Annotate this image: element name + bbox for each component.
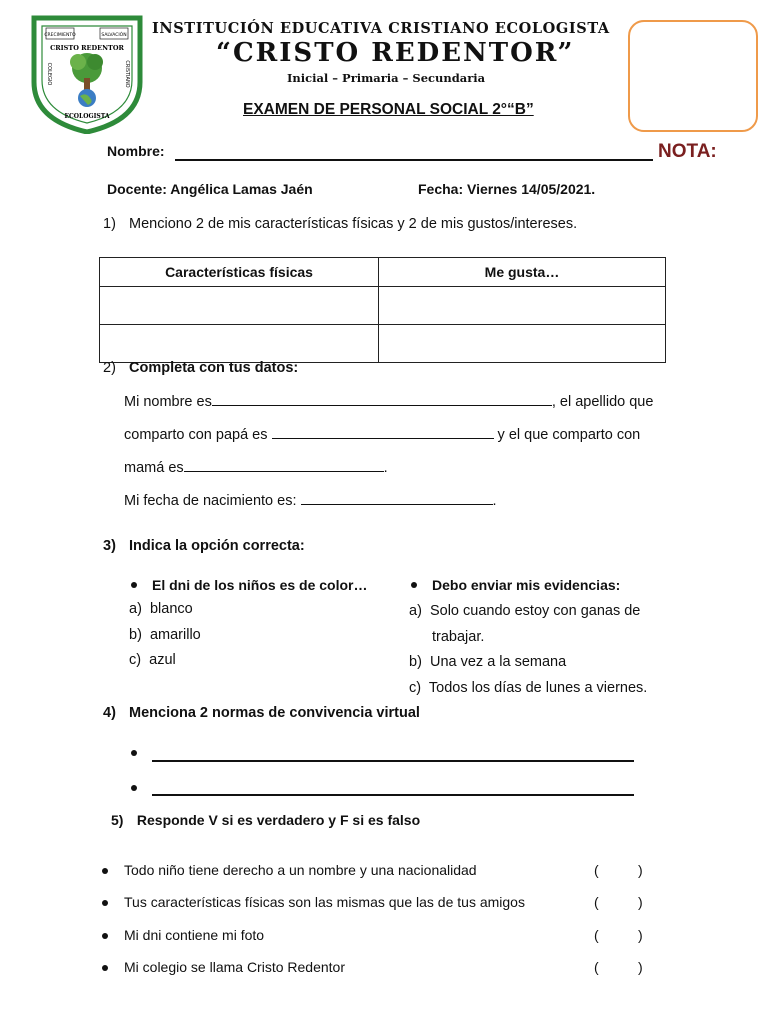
bullet-icon — [102, 900, 108, 906]
question-4 — [103, 705, 420, 721]
option-letter: a) — [129, 601, 142, 617]
option-letter: b) — [409, 654, 422, 670]
answer-paren-open[interactable]: ( — [594, 862, 599, 878]
logo-ribbon-left: CRECIMIENTO — [44, 33, 76, 38]
table-row — [100, 325, 666, 363]
tf-statement: Todo niño tiene derecho a un nombre y una nacionalidad — [124, 862, 477, 878]
bullet-icon — [102, 933, 108, 939]
bullet-icon — [102, 868, 108, 874]
table-cell[interactable] — [100, 287, 379, 325]
answer-paren-close[interactable]: ) — [638, 894, 643, 910]
table-cell[interactable] — [100, 325, 379, 363]
answer-paren-close[interactable]: ) — [638, 927, 643, 943]
tf-statement: Mi colegio se llama Cristo Redentor — [124, 959, 345, 975]
question-3 — [103, 538, 305, 554]
q3-right-option-b[interactable] — [409, 654, 566, 670]
answer-paren-close[interactable]: ) — [638, 862, 643, 878]
question-5 — [111, 812, 420, 828]
logo-text-top: CRISTO REDENTOR — [50, 44, 124, 52]
question-4-title: Menciona 2 normas de convivencia virtual — [129, 705, 420, 721]
table-header-likes: Me gusta… — [379, 258, 666, 287]
q2-father-surname-blank[interactable] — [272, 438, 494, 439]
option-text: azul — [149, 652, 176, 668]
option-text: blanco — [149, 601, 193, 617]
q3-right-option-a[interactable] — [409, 603, 640, 619]
question-3-number: 3) — [103, 538, 116, 554]
teacher-name: Docente: Angélica Lamas Jaén — [107, 181, 313, 197]
option-text: Todos los días de lunes a viernes. — [428, 680, 648, 696]
logo-text-right: CRISTIANO — [124, 60, 130, 88]
bullet-icon — [131, 750, 137, 756]
bullet-icon — [131, 785, 137, 791]
option-letter: a) — [409, 603, 422, 619]
true-false-item — [102, 894, 662, 914]
q2-line-3-text-end: . — [383, 460, 388, 476]
school-name: INSTITUCIÓN EDUCATIVA CRISTIANO ECOLOGISTA — [152, 20, 610, 37]
name-line[interactable] — [175, 159, 653, 161]
bullet-icon — [411, 582, 417, 588]
exam-date: Fecha: Viernes 14/05/2021. — [418, 181, 596, 197]
nota-label: NOTA: — [658, 141, 717, 162]
option-text: amarillo — [149, 627, 201, 643]
table-row — [100, 287, 666, 325]
exam-title: EXAMEN DE PERSONAL SOCIAL 2°“B” — [243, 101, 534, 118]
question-5-number: 5) — [111, 812, 124, 828]
option-letter: b) — [129, 627, 142, 643]
option-text: Una vez a la semana — [429, 654, 567, 670]
true-false-item — [102, 959, 662, 979]
true-false-item — [102, 862, 662, 882]
q2-name-blank[interactable] — [212, 405, 552, 406]
answer-paren-open[interactable]: ( — [594, 959, 599, 975]
option-text: Solo cuando estoy con ganas de — [429, 603, 641, 619]
tf-statement: Tus características físicas son las mismas que las de tus amigos — [124, 894, 525, 910]
answer-paren-open[interactable]: ( — [594, 894, 599, 910]
answer-paren-open[interactable]: ( — [594, 927, 599, 943]
name-row — [107, 143, 727, 167]
logo-text-left: COLEGIO — [46, 62, 52, 86]
q2-line-2-text-end: y el que comparto con — [497, 427, 641, 443]
table-cell[interactable] — [379, 325, 666, 363]
question-1 — [103, 216, 577, 232]
q2-line-2 — [124, 427, 640, 443]
q2-line-1 — [124, 394, 653, 410]
option-letter: c) — [129, 652, 142, 668]
question-4-number: 4) — [103, 705, 116, 721]
answer-paren-close[interactable]: ) — [638, 959, 643, 975]
norm-2-blank[interactable] — [152, 794, 634, 796]
q2-line-1-text: Mi nombre es — [124, 394, 212, 410]
q2-line-3-text: mamá es — [124, 460, 184, 476]
school-brand: “CRISTO REDENTOR” — [216, 38, 575, 68]
characteristics-table — [99, 257, 666, 363]
q2-birthdate-blank[interactable] — [301, 504, 493, 505]
school-levels: Inicial – Primaria – Secundaria — [287, 71, 486, 85]
bullet-icon — [102, 965, 108, 971]
question-1-text: Menciono 2 de mis características físicas y 2 de mis gustos/intereses. — [129, 216, 578, 232]
school-logo — [28, 12, 146, 134]
logo-text-bottom: ECOLOGISTA — [64, 113, 110, 120]
question-5-title: Responde V si es verdadero y F si es falso — [136, 812, 421, 828]
q3-right-prompt: Debo enviar mis evidencias: — [432, 577, 621, 593]
question-2-title: Completa con tus datos: — [129, 360, 299, 376]
question-2 — [103, 360, 298, 376]
true-false-item — [102, 927, 662, 947]
norm-1-blank[interactable] — [152, 760, 634, 762]
q2-line-2-text: comparto con papá es — [124, 427, 268, 443]
q3-left-prompt: El dni de los niños es de color… — [152, 577, 368, 593]
q2-line-1-text-end: , el apellido que — [551, 394, 654, 410]
q3-left-option-c[interactable] — [129, 652, 176, 668]
question-3-title: Indica la opción correcta: — [129, 538, 305, 554]
q3-right-option-a-cont: trabajar. — [432, 629, 485, 645]
tf-statement: Mi dni contiene mi foto — [124, 927, 265, 943]
q2-line-3 — [124, 460, 388, 476]
q2-line-4-text: Mi fecha de nacimiento es: — [124, 493, 297, 509]
table-header-physical: Características físicas — [100, 258, 379, 287]
logo-ribbon-right: SALVACIÓN — [101, 33, 127, 38]
option-letter: c) — [409, 680, 422, 696]
grade-box[interactable] — [628, 20, 758, 132]
bullet-icon — [131, 582, 137, 588]
q2-line-4-text-end: . — [492, 493, 497, 509]
question-2-number: 2) — [103, 360, 116, 376]
q3-right-option-c[interactable] — [409, 680, 647, 696]
name-label: Nombre: — [107, 143, 165, 159]
q2-mother-surname-blank[interactable] — [184, 471, 384, 472]
question-1-number: 1) — [103, 216, 116, 232]
q3-left-option-b[interactable] — [129, 627, 201, 643]
q2-line-4 — [124, 493, 497, 509]
table-cell[interactable] — [379, 287, 666, 325]
q3-left-option-a[interactable] — [129, 601, 193, 617]
